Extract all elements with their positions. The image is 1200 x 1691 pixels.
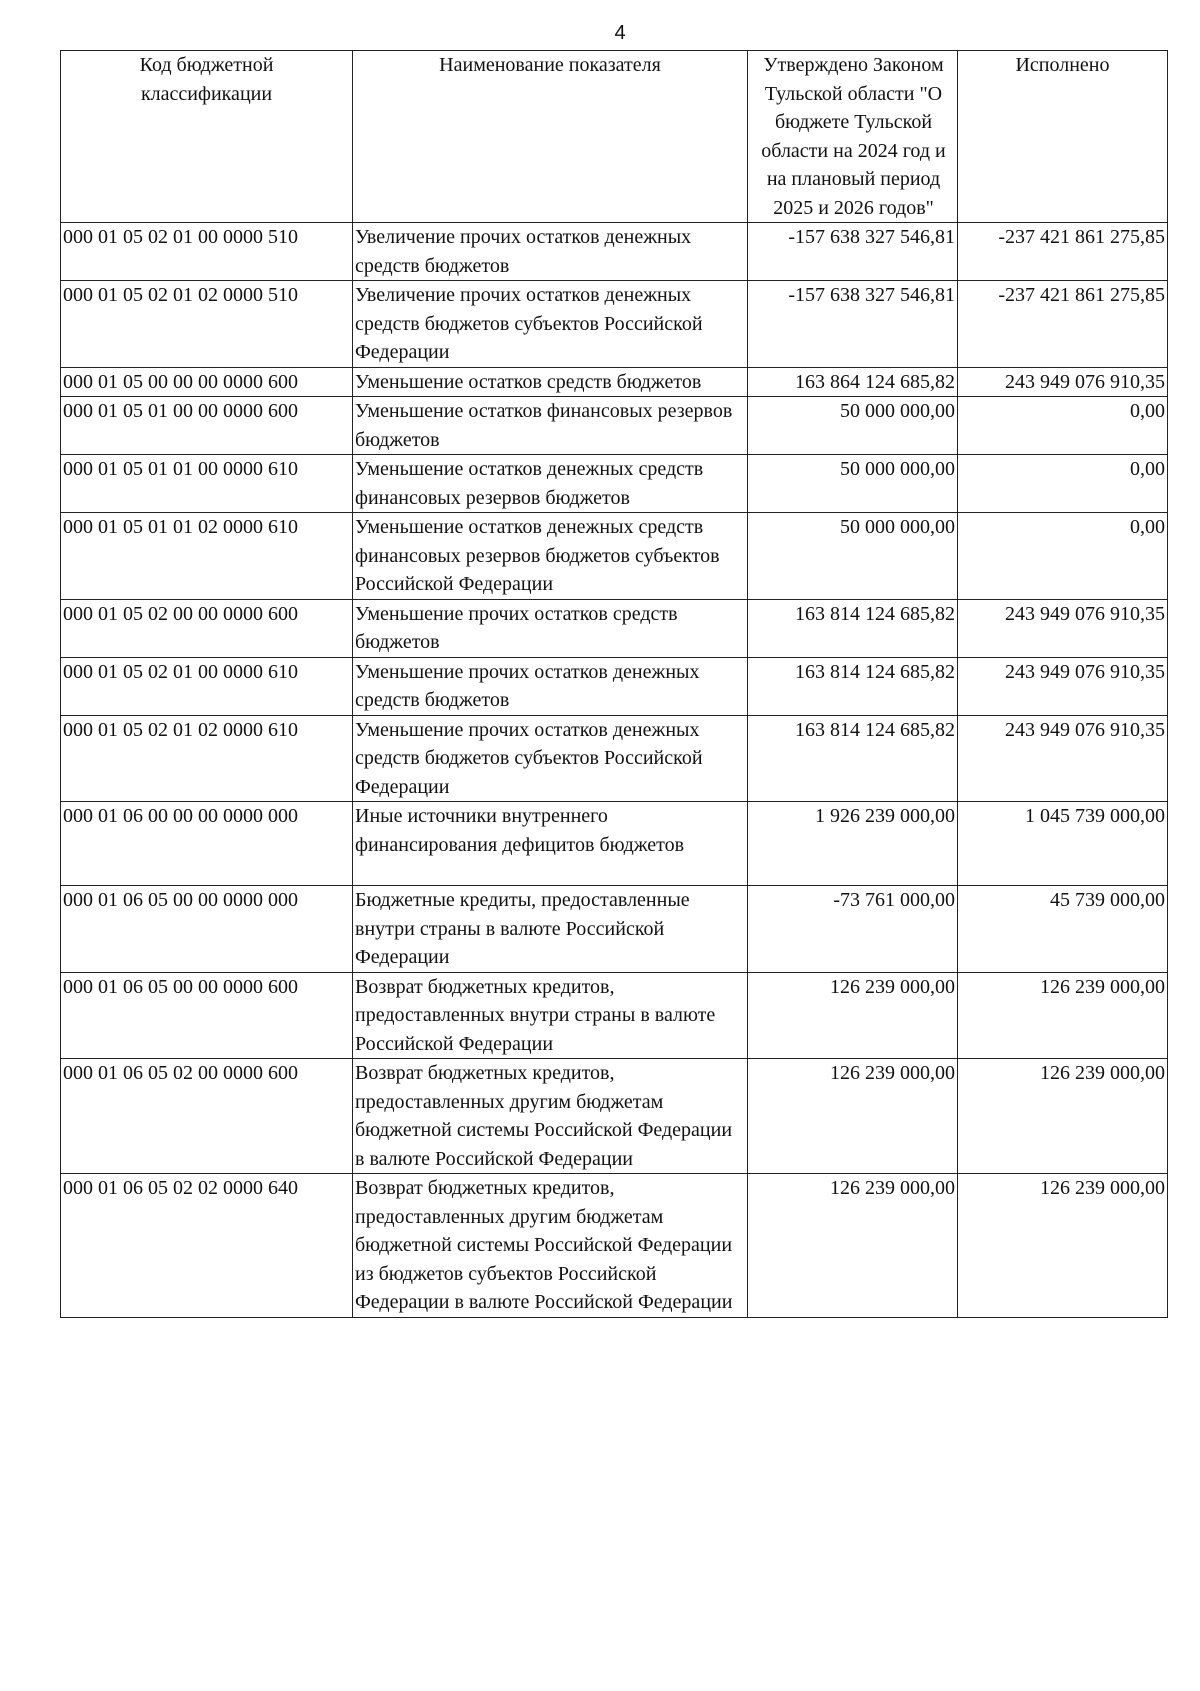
header-name: Наименование показателя — [353, 51, 748, 223]
table-row — [61, 455, 1168, 513]
row-executed: 0,00 — [958, 455, 1168, 513]
table-row — [61, 972, 1168, 1059]
row-code: 000 01 06 05 02 00 0000 600 — [61, 1059, 353, 1174]
row-approved: -157 638 327 546,81 — [748, 223, 958, 281]
table-row — [61, 886, 1168, 973]
header-executed: Исполнено — [958, 51, 1168, 223]
row-name: Уменьшение остатков финансовых резервов бюджетов — [353, 397, 748, 455]
row-executed: 1 045 739 000,00 — [958, 802, 1168, 886]
table-row — [61, 802, 1168, 886]
row-name: Увеличение прочих остатков денежных средств бюджетов — [353, 223, 748, 281]
row-code: 000 01 06 05 02 02 0000 640 — [61, 1174, 353, 1318]
row-code: 000 01 05 02 01 00 0000 610 — [61, 657, 353, 715]
row-executed: 0,00 — [958, 397, 1168, 455]
row-approved: 50 000 000,00 — [748, 513, 958, 600]
row-name: Уменьшение остатков средств бюджетов — [353, 367, 748, 397]
row-code: 000 01 05 02 01 02 0000 610 — [61, 715, 353, 802]
row-code: 000 01 06 05 00 00 0000 000 — [61, 886, 353, 973]
row-executed: 126 239 000,00 — [958, 972, 1168, 1059]
row-executed: -237 421 861 275,85 — [958, 223, 1168, 281]
row-executed: 243 949 076 910,35 — [958, 599, 1168, 657]
row-approved: 126 239 000,00 — [748, 1059, 958, 1174]
row-name: Уменьшение прочих остатков денежных средств бюджетов — [353, 657, 748, 715]
row-approved: 126 239 000,00 — [748, 972, 958, 1059]
row-approved: 163 864 124 685,82 — [748, 367, 958, 397]
row-code: 000 01 05 02 01 02 0000 510 — [61, 281, 353, 368]
table-row — [61, 281, 1168, 368]
row-approved: -157 638 327 546,81 — [748, 281, 958, 368]
row-code: 000 01 05 01 01 00 0000 610 — [61, 455, 353, 513]
row-executed: -237 421 861 275,85 — [958, 281, 1168, 368]
row-code: 000 01 05 02 00 00 0000 600 — [61, 599, 353, 657]
row-executed: 126 239 000,00 — [958, 1174, 1168, 1318]
table-row — [61, 513, 1168, 600]
row-executed: 126 239 000,00 — [958, 1059, 1168, 1174]
row-name: Возврат бюджетных кредитов, предоставленных другим бюджетам бюджетной системы Российской Федерации из бюджетов субъектов Российской Федерации в валюте Российской Федерации — [353, 1174, 748, 1318]
row-approved: 126 239 000,00 — [748, 1174, 958, 1318]
header-approved: Утверждено Законом Тульской области "О бюджете Тульской области на 2024 год и на плановый период 2025 и 2026 годов" — [748, 51, 958, 223]
row-code: 000 01 05 02 01 00 0000 510 — [61, 223, 353, 281]
row-code: 000 01 05 01 01 02 0000 610 — [61, 513, 353, 600]
row-approved: 163 814 124 685,82 — [748, 657, 958, 715]
page-number: 4 — [614, 22, 626, 44]
row-executed: 243 949 076 910,35 — [958, 715, 1168, 802]
budget-sources-table — [60, 50, 1168, 1318]
row-executed: 243 949 076 910,35 — [958, 367, 1168, 397]
row-approved: 50 000 000,00 — [748, 455, 958, 513]
row-code: 000 01 06 00 00 00 0000 000 — [61, 802, 353, 886]
table-row — [61, 223, 1168, 281]
header-code: Код бюджетной классификации — [61, 51, 353, 223]
table-row — [61, 599, 1168, 657]
table-header-row — [61, 51, 1168, 223]
table-row — [61, 397, 1168, 455]
row-executed: 45 739 000,00 — [958, 886, 1168, 973]
row-name: Уменьшение прочих остатков средств бюджетов — [353, 599, 748, 657]
row-name: Иные источники внутреннего финансирования дефицитов бюджетов — [353, 802, 748, 886]
row-name: Бюджетные кредиты, предоставленные внутри страны в валюте Российской Федерации — [353, 886, 748, 973]
row-name: Увеличение прочих остатков денежных средств бюджетов субъектов Российской Федерации — [353, 281, 748, 368]
table-row — [61, 657, 1168, 715]
row-executed: 0,00 — [958, 513, 1168, 600]
row-code: 000 01 05 01 00 00 0000 600 — [61, 397, 353, 455]
row-code: 000 01 06 05 00 00 0000 600 — [61, 972, 353, 1059]
table-row — [61, 367, 1168, 397]
row-approved: -73 761 000,00 — [748, 886, 958, 973]
row-name: Уменьшение остатков денежных средств финансовых резервов бюджетов — [353, 455, 748, 513]
table-row — [61, 1059, 1168, 1174]
row-code: 000 01 05 00 00 00 0000 600 — [61, 367, 353, 397]
row-name: Уменьшение остатков денежных средств финансовых резервов бюджетов субъектов Российской Федерации — [353, 513, 748, 600]
row-approved: 163 814 124 685,82 — [748, 599, 958, 657]
row-executed: 243 949 076 910,35 — [958, 657, 1168, 715]
row-approved: 1 926 239 000,00 — [748, 802, 958, 886]
row-name: Возврат бюджетных кредитов, предоставленных внутри страны в валюте Российской Федерации — [353, 972, 748, 1059]
table-row — [61, 715, 1168, 802]
row-approved: 163 814 124 685,82 — [748, 715, 958, 802]
row-name: Возврат бюджетных кредитов, предоставленных другим бюджетам бюджетной системы Российской Федерации в валюте Российской Федерации — [353, 1059, 748, 1174]
table-body — [61, 223, 1168, 1318]
row-approved: 50 000 000,00 — [748, 397, 958, 455]
table-row — [61, 1174, 1168, 1318]
row-name: Уменьшение прочих остатков денежных средств бюджетов субъектов Российской Федерации — [353, 715, 748, 802]
